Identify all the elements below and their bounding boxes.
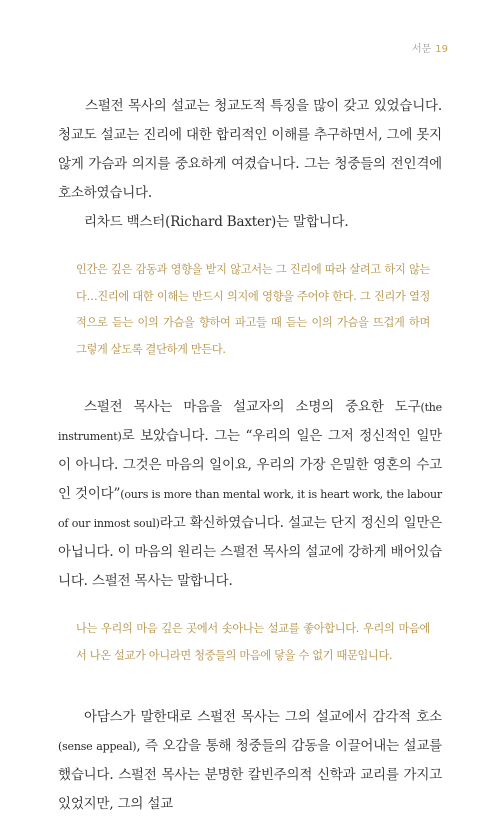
block-quote-spurgeon: 나는 우리의 마음 깊은 곳에서 솟아나는 설교를 좋아합니다. 우리의 마음에서 나온 설교가 아니라면 청중들의 마음에 닿을 수 없기 때문입니다.: [76, 622, 430, 662]
paragraph-1: 스펄전 목사의 설교는 청교도적 특징을 많이 갖고 있었습니다. 청교도 설교는 진리에 대한 합리적인 이해를 추구하면서, 그에 못지않게 가슴과 의지를 중요하게 여겼습니다. 그는 청중들의 전인격에 호소하였습니다.: [58, 98, 442, 201]
paragraph-3-text-e: 라고 확신하였습니다. 설교는 단지 정신의 일만은 아닙니다. 이 마음의 원리는 스펄전 목사의 설교에 강하게 배어있습니다. 스펄전 목사는 말합니다.: [58, 515, 443, 589]
paragraph-4-text-c: , 즉 오감을 통해 청중들의 감동을 이끌어내는 설교를 했습니다. 스펄전 목사는 분명한 칼빈주의적 신학과 교리를 가지고 있었지만, 그의 설교: [58, 738, 443, 812]
paragraph-4-text-a: 아담스가 말한대로 스펄전 목사는 그의 설교에서 감각적 호소: [84, 709, 442, 725]
paragraph-3-english-quote: (ours is more than mental work, it is heart work, the labour of our inmost soul): [58, 488, 442, 530]
section-label: 서문: [411, 44, 432, 55]
paragraph-3-text-a: 스펄전 목사는 마음을 설교자의 소명의 중요한 도구: [84, 399, 421, 415]
paragraph-4: [58, 703, 442, 819]
block-quote-baxter: 인간은 깊은 감동과 영향을 받지 않고서는 그 진리에 따라 살려고 하지 않는다…진리에 대한 이해는 반드시 의지에 영향을 주어야 한다. 그 진리가 열정적으로 듣는 이의 가슴을 향하여 파고들 때 듣는 이의 가슴을 뜨겁게 하며 그렇게 살도록 결단하게 만든다.: [76, 263, 430, 356]
paragraph-3: [58, 393, 442, 596]
paragraph-3-term-instrument: (the instrument): [58, 401, 442, 443]
paragraph-3-text-c: 로 보았습니다. 그는 “우리의 일은 그저 정신적인 일만이 아니다. 그것은 마음의 일이요, 우리의 가장 은밀한 영혼의 수고인 것이다”: [58, 428, 442, 502]
paragraph-2: 리차드 백스터(Richard Baxter)는 말합니다.: [84, 214, 349, 230]
page-body: [58, 92, 442, 819]
page-number: 19: [435, 44, 448, 55]
running-head: [412, 40, 448, 55]
paragraph-4-term-sense-appeal: (sense appeal): [58, 740, 137, 753]
